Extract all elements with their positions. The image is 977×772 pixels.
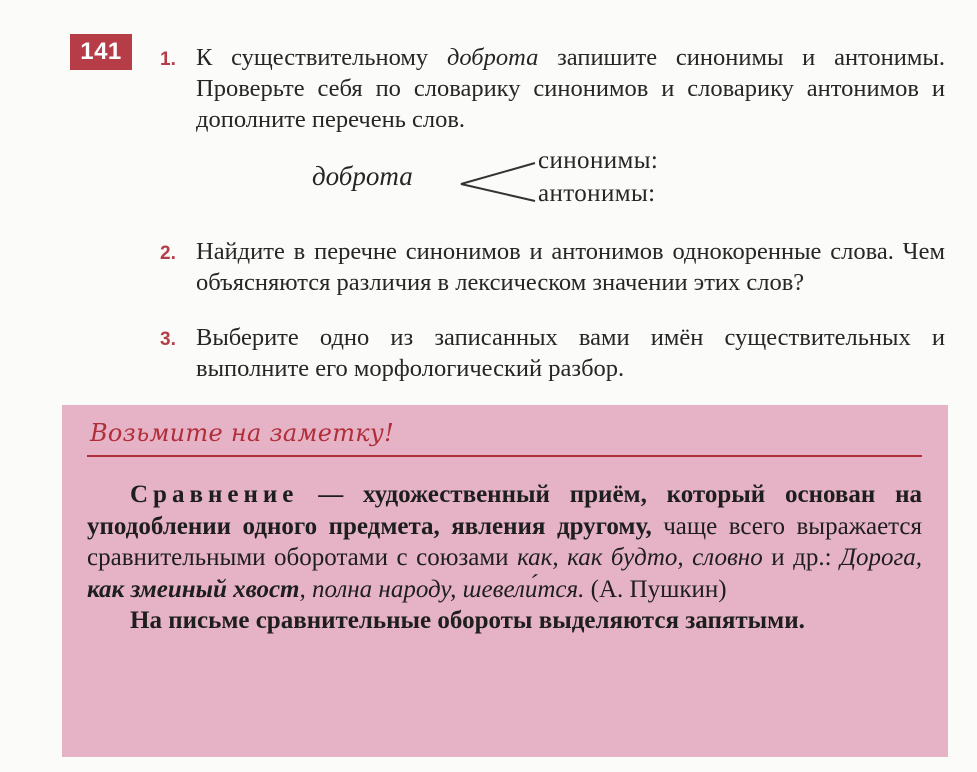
example-italic: , полна народу, шевели́тся. (299, 575, 585, 603)
definition-text: и др.: (762, 544, 841, 571)
note-box (62, 405, 948, 757)
conjunctions-italic: как, как будто, словно (517, 544, 763, 571)
task-1-number: 1. (160, 49, 176, 70)
note-divider (87, 455, 922, 457)
task-1-text-part: запишите синонимы и антонимы. Проверьте себя по словарику синонимов и словарику антонимов и дополните перечень слов. (196, 44, 945, 133)
note-paragraph-rule: На письме сравнительные обороты выделяются запятыми. (130, 607, 805, 634)
synonym-antonym-scheme (312, 145, 732, 215)
task-1-text (196, 42, 945, 135)
task-1-italic-word: доброта (446, 44, 539, 71)
task-1 (160, 42, 945, 135)
task-2-number: 2. (160, 243, 176, 264)
note-text (87, 479, 922, 637)
scheme-branch-antonyms: антонимы: (538, 180, 656, 207)
branch-lines-icon (457, 155, 539, 205)
task-2-text: Найдите в перечне синонимов и антонимов однокоренные слова. Чем объясняются различия в лексическом значении этих слов? (196, 238, 945, 296)
definition-text: чаще всего выражается сравнительными оборотами с союзами (87, 512, 922, 571)
example-author: (А. Пушкин) (584, 575, 727, 603)
note-heading: Возьмите на заметку! (90, 419, 395, 447)
definition-bold: — художественный приём, который основан на уподоблении одного предмета, явления другому, (87, 481, 922, 540)
task-3-text: Выберите одно из записанных вами имён существительных и выполните его морфологический разбор. (196, 324, 945, 382)
task-2 (160, 236, 945, 298)
term-comparison: Сравнение (130, 481, 299, 508)
scheme-branch-synonyms: синонимы: (538, 147, 659, 174)
task-1-text-part: К существительному (196, 44, 447, 71)
example-bold-italic: как змеиный хвост (87, 575, 300, 603)
scheme-word: доброта (312, 161, 413, 191)
task-3-number: 3. (160, 329, 176, 350)
note-paragraph-definition (87, 479, 922, 605)
task-3 (160, 322, 945, 384)
example-italic: Дорога, (840, 544, 923, 571)
exercise-number-badge: 141 (70, 34, 132, 70)
